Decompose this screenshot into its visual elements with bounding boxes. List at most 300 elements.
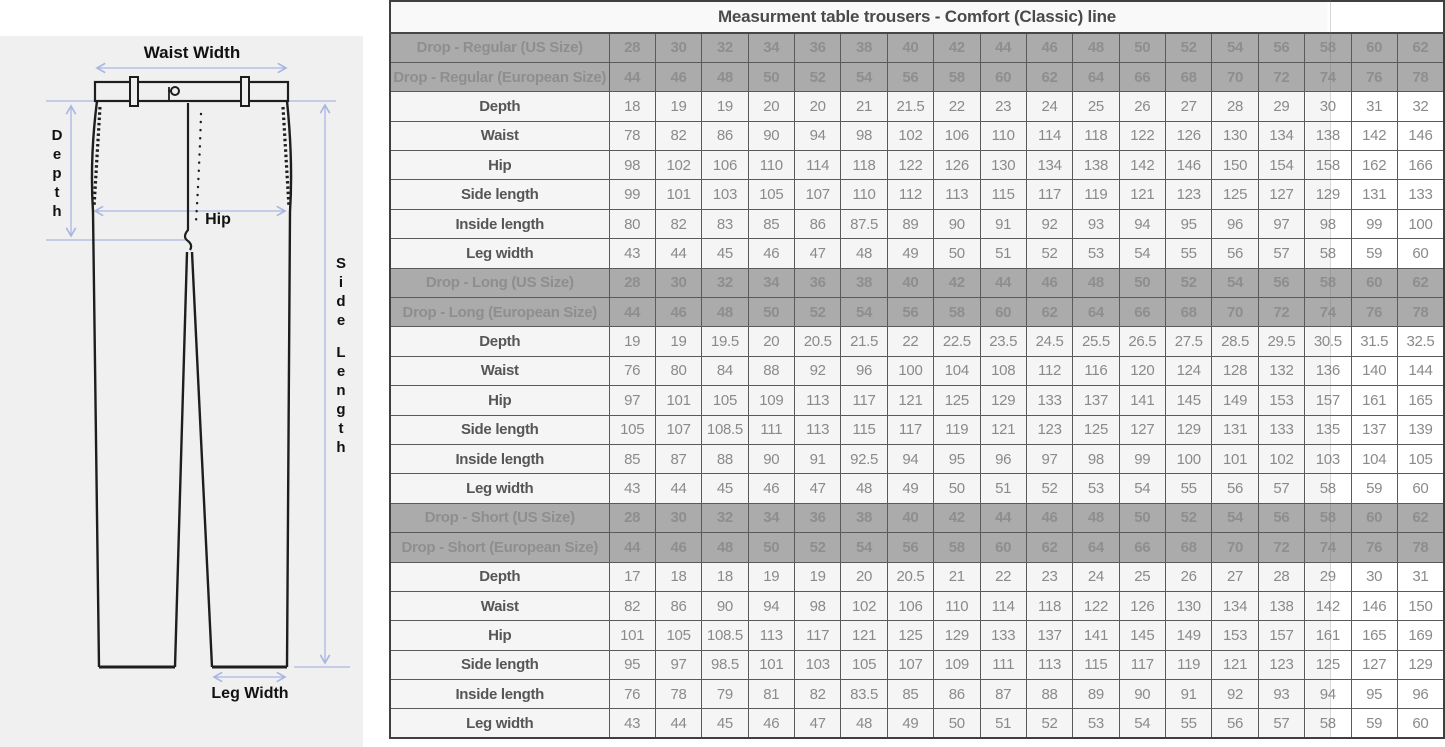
value-cell: 141 [1073,621,1119,650]
row-label: Hip [390,151,609,180]
measure-row [390,562,1444,591]
value-cell: 82 [795,680,841,709]
value-cell: 96 [980,444,1026,473]
value-cell: 142 [1119,151,1165,180]
value-cell: 58 [1305,33,1351,62]
value-cell: 157 [1305,386,1351,415]
value-cell: 26.5 [1119,327,1165,356]
value-cell: 133 [1397,180,1444,209]
value-cell: 78 [1397,533,1444,562]
right-inner-seam [192,252,212,667]
value-cell: 112 [887,180,933,209]
value-cell: 24 [1026,92,1072,121]
value-cell: 133 [1026,386,1072,415]
value-cell: 30 [655,268,701,297]
value-cell: 18 [609,92,655,121]
value-cell: 25 [1073,92,1119,121]
value-cell: 56 [1258,503,1304,532]
row-label: Inside length [390,680,609,709]
measure-row [390,680,1444,709]
value-cell: 138 [1258,591,1304,620]
value-cell: 44 [980,268,1026,297]
value-cell: 52 [1166,33,1212,62]
value-cell: 50 [748,62,794,91]
value-cell: 102 [1258,444,1304,473]
value-cell: 50 [1119,503,1165,532]
value-cell: 60 [1397,474,1444,503]
value-cell: 44 [980,33,1026,62]
value-cell: 52 [1166,268,1212,297]
size-header-row [390,533,1444,562]
value-cell: 128 [1212,356,1258,385]
value-cell: 110 [980,121,1026,150]
value-cell: 150 [1212,151,1258,180]
value-cell: 79 [702,680,748,709]
value-cell: 94 [1305,680,1351,709]
value-cell: 54 [1119,474,1165,503]
value-cell: 112 [1026,356,1072,385]
value-cell: 18 [702,562,748,591]
value-cell: 96 [1397,680,1444,709]
value-cell: 55 [1166,239,1212,268]
value-cell: 87 [655,444,701,473]
value-cell: 99 [1119,444,1165,473]
value-cell: 154 [1258,151,1304,180]
value-cell: 123 [1258,650,1304,679]
value-cell: 106 [702,151,748,180]
value-cell: 45 [702,474,748,503]
size-header-row [390,503,1444,532]
value-cell: 49 [887,709,933,738]
value-cell: 32 [702,33,748,62]
value-cell: 85 [609,444,655,473]
value-cell: 129 [934,621,980,650]
value-cell: 101 [655,386,701,415]
value-cell: 86 [702,121,748,150]
value-cell: 62 [1397,268,1444,297]
measure-row [390,92,1444,121]
value-cell: 96 [841,356,887,385]
value-cell: 122 [1119,121,1165,150]
measure-row [390,180,1444,209]
value-cell: 109 [748,386,794,415]
value-cell: 70 [1212,533,1258,562]
value-cell: 98 [795,591,841,620]
value-cell: 58 [1305,239,1351,268]
measure-row [390,709,1444,738]
value-cell: 85 [748,209,794,238]
value-cell: 70 [1212,62,1258,91]
value-cell: 121 [980,415,1026,444]
value-cell: 95 [934,444,980,473]
row-label: Drop - Long (European Size) [390,298,609,327]
value-cell: 48 [702,298,748,327]
row-label: Waist [390,591,609,620]
value-cell: 64 [1073,62,1119,91]
trousers-measurement-diagram [0,0,389,747]
row-label: Drop - Short (European Size) [390,533,609,562]
value-cell: 44 [655,474,701,503]
value-cell: 52 [1166,503,1212,532]
value-cell: 127 [1119,415,1165,444]
value-cell: 110 [748,151,794,180]
value-cell: 45 [702,709,748,738]
value-cell: 59 [1351,709,1397,738]
value-cell: 93 [1258,680,1304,709]
value-cell: 26 [1119,92,1165,121]
value-cell: 48 [702,62,748,91]
row-label: Side length [390,180,609,209]
value-cell: 19 [748,562,794,591]
value-cell: 89 [887,209,933,238]
value-cell: 80 [609,209,655,238]
value-cell: 60 [980,533,1026,562]
value-cell: 21.5 [841,327,887,356]
value-cell: 28 [609,503,655,532]
value-cell: 87.5 [841,209,887,238]
value-cell: 52 [795,62,841,91]
value-cell: 58 [934,533,980,562]
value-cell: 149 [1212,386,1258,415]
value-cell: 29 [1258,92,1304,121]
value-cell: 19 [795,562,841,591]
value-cell: 161 [1305,621,1351,650]
value-cell: 66 [1119,298,1165,327]
row-label: Waist [390,121,609,150]
value-cell: 20 [748,327,794,356]
measure-row [390,209,1444,238]
value-cell: 165 [1397,386,1444,415]
value-cell: 46 [1026,268,1072,297]
value-cell: 119 [1073,180,1119,209]
value-cell: 58 [1305,474,1351,503]
value-cell: 88 [702,444,748,473]
row-label: Side length [390,650,609,679]
value-cell: 169 [1397,621,1444,650]
value-cell: 78 [609,121,655,150]
row-label: Side length [390,415,609,444]
value-cell: 157 [1258,621,1304,650]
value-cell: 111 [980,650,1026,679]
value-cell: 44 [609,533,655,562]
value-cell: 130 [1166,591,1212,620]
value-cell: 102 [655,151,701,180]
value-cell: 105 [655,621,701,650]
value-cell: 56 [1212,239,1258,268]
value-cell: 78 [655,680,701,709]
value-cell: 60 [980,62,1026,91]
value-cell: 24 [1073,562,1119,591]
value-cell: 62 [1397,503,1444,532]
value-cell: 60 [980,298,1026,327]
value-cell: 42 [934,33,980,62]
hip-label: Hip [205,211,231,228]
value-cell: 90 [1119,680,1165,709]
value-cell: 52 [1026,709,1072,738]
value-cell: 53 [1073,474,1119,503]
value-cell: 130 [1212,121,1258,150]
value-cell: 95 [1166,209,1212,238]
value-cell: 52 [1026,474,1072,503]
value-cell: 92 [1026,209,1072,238]
value-cell: 118 [1073,121,1119,150]
value-cell: 40 [887,33,933,62]
value-cell: 17 [609,562,655,591]
value-cell: 83 [702,209,748,238]
value-cell: 19 [655,92,701,121]
value-cell: 50 [934,474,980,503]
row-label: Inside length [390,209,609,238]
value-cell: 114 [795,151,841,180]
value-cell: 58 [1305,709,1351,738]
measure-row [390,621,1444,650]
value-cell: 22.5 [934,327,980,356]
value-cell: 122 [1073,591,1119,620]
value-cell: 89 [1073,680,1119,709]
value-cell: 125 [887,621,933,650]
value-cell: 76 [1351,533,1397,562]
value-cell: 142 [1351,121,1397,150]
value-cell: 25.5 [1073,327,1119,356]
table-title-row [390,1,1444,33]
value-cell: 96 [1212,209,1258,238]
value-cell: 55 [1166,709,1212,738]
value-cell: 52 [795,298,841,327]
value-cell: 133 [980,621,1026,650]
value-cell: 86 [795,209,841,238]
value-cell: 60 [1351,268,1397,297]
value-cell: 93 [1073,209,1119,238]
value-cell: 135 [1305,415,1351,444]
value-cell: 59 [1351,474,1397,503]
value-cell: 28 [609,33,655,62]
measurement-table [389,0,1445,739]
value-cell: 95 [1351,680,1397,709]
value-cell: 46 [748,709,794,738]
value-cell: 53 [1073,239,1119,268]
value-cell: 72 [1258,62,1304,91]
value-cell: 29 [1305,562,1351,591]
value-cell: 111 [748,415,794,444]
value-cell: 131 [1212,415,1258,444]
value-cell: 76 [609,356,655,385]
value-cell: 57 [1258,474,1304,503]
value-cell: 166 [1397,151,1444,180]
value-cell: 20.5 [887,562,933,591]
value-cell: 91 [980,209,1026,238]
row-label: Waist [390,356,609,385]
value-cell: 149 [1166,621,1212,650]
value-cell: 137 [1026,621,1072,650]
value-cell: 40 [887,503,933,532]
value-cell: 137 [1073,386,1119,415]
value-cell: 48 [1073,268,1119,297]
value-cell: 76 [1351,62,1397,91]
value-cell: 82 [655,121,701,150]
value-cell: 31 [1397,562,1444,591]
value-cell: 46 [655,298,701,327]
value-cell: 57 [1258,709,1304,738]
value-cell: 113 [1026,650,1072,679]
value-cell: 52 [1026,239,1072,268]
value-cell: 74 [1305,298,1351,327]
value-cell: 22 [980,562,1026,591]
value-cell: 94 [748,591,794,620]
row-label: Inside length [390,444,609,473]
value-cell: 54 [841,298,887,327]
value-cell: 105 [609,415,655,444]
value-cell: 125 [1073,415,1119,444]
value-cell: 44 [980,503,1026,532]
value-cell: 34 [748,33,794,62]
value-cell: 48 [841,239,887,268]
value-cell: 162 [1351,151,1397,180]
right-outer-seam [287,101,291,667]
value-cell: 55 [1166,474,1212,503]
value-cell: 22 [887,327,933,356]
value-cell: 126 [1119,591,1165,620]
value-cell: 20 [748,92,794,121]
measure-row [390,444,1444,473]
value-cell: 134 [1258,121,1304,150]
value-cell: 165 [1351,621,1397,650]
value-cell: 98.5 [702,650,748,679]
size-header-row [390,298,1444,327]
value-cell: 107 [655,415,701,444]
value-cell: 122 [887,151,933,180]
value-cell: 107 [887,650,933,679]
value-cell: 134 [1212,591,1258,620]
value-cell: 46 [655,62,701,91]
value-cell: 54 [1212,268,1258,297]
value-cell: 68 [1166,298,1212,327]
value-cell: 127 [1351,650,1397,679]
value-cell: 125 [1305,650,1351,679]
value-cell: 87 [980,680,1026,709]
value-cell: 102 [841,591,887,620]
value-cell: 36 [795,503,841,532]
value-cell: 90 [702,591,748,620]
value-cell: 101 [1212,444,1258,473]
value-cell: 129 [1397,650,1444,679]
value-cell: 102 [887,121,933,150]
value-cell: 27 [1166,92,1212,121]
row-label: Leg width [390,709,609,738]
measure-row [390,474,1444,503]
value-cell: 38 [841,268,887,297]
value-cell: 62 [1026,62,1072,91]
value-cell: 57 [1258,239,1304,268]
value-cell: 28 [609,268,655,297]
value-cell: 48 [841,709,887,738]
value-cell: 117 [1119,650,1165,679]
value-cell: 78 [1397,62,1444,91]
value-cell: 56 [887,298,933,327]
row-label: Hip [390,386,609,415]
value-cell: 62 [1397,33,1444,62]
measure-row [390,650,1444,679]
value-cell: 108.5 [702,415,748,444]
value-cell: 19 [702,92,748,121]
value-cell: 131 [1351,180,1397,209]
value-cell: 134 [1026,151,1072,180]
value-cell: 115 [980,180,1026,209]
value-cell: 26 [1166,562,1212,591]
value-cell: 98 [841,121,887,150]
value-cell: 84 [702,356,748,385]
value-cell: 47 [795,239,841,268]
value-cell: 110 [841,180,887,209]
value-cell: 146 [1397,121,1444,150]
value-cell: 127 [1258,180,1304,209]
value-cell: 52 [795,533,841,562]
value-cell: 32 [1397,92,1444,121]
value-cell: 117 [887,415,933,444]
leg-width-label: Leg Width [211,685,289,702]
left-inner-seam [175,252,187,667]
value-cell: 54 [841,533,887,562]
value-cell: 58 [934,62,980,91]
value-cell: 47 [795,474,841,503]
value-cell: 42 [934,268,980,297]
value-cell: 21 [934,562,980,591]
size-header-row [390,33,1444,62]
table-title: Measurment table trousers - Comfort (Classic) line [390,1,1444,33]
value-cell: 51 [980,709,1026,738]
value-cell: 22 [934,92,980,121]
value-cell: 43 [609,474,655,503]
value-cell: 121 [841,621,887,650]
measure-row [390,591,1444,620]
value-cell: 23 [980,92,1026,121]
value-cell: 123 [1166,180,1212,209]
value-cell: 140 [1351,356,1397,385]
value-cell: 44 [655,709,701,738]
value-cell: 88 [748,356,794,385]
value-cell: 85 [887,680,933,709]
value-cell: 50 [934,709,980,738]
value-cell: 86 [655,591,701,620]
value-cell: 119 [934,415,980,444]
value-cell: 19.5 [702,327,748,356]
value-cell: 138 [1305,121,1351,150]
value-cell: 29.5 [1258,327,1304,356]
value-cell: 46 [748,474,794,503]
value-cell: 113 [795,415,841,444]
value-cell: 48 [841,474,887,503]
depth-label: D e p t h [51,127,63,220]
value-cell: 146 [1166,151,1212,180]
table-body [390,33,1444,738]
row-label: Depth [390,562,609,591]
value-cell: 103 [702,180,748,209]
value-cell: 81 [748,680,794,709]
value-cell: 153 [1212,621,1258,650]
value-cell: 94 [795,121,841,150]
value-cell: 76 [609,680,655,709]
value-cell: 94 [887,444,933,473]
measure-row [390,239,1444,268]
value-cell: 105 [748,180,794,209]
value-cell: 144 [1397,356,1444,385]
value-cell: 139 [1397,415,1444,444]
value-cell: 78 [1397,298,1444,327]
value-cell: 56 [1258,33,1304,62]
value-cell: 108.5 [702,621,748,650]
value-cell: 103 [795,650,841,679]
measure-row [390,151,1444,180]
value-cell: 46 [748,239,794,268]
